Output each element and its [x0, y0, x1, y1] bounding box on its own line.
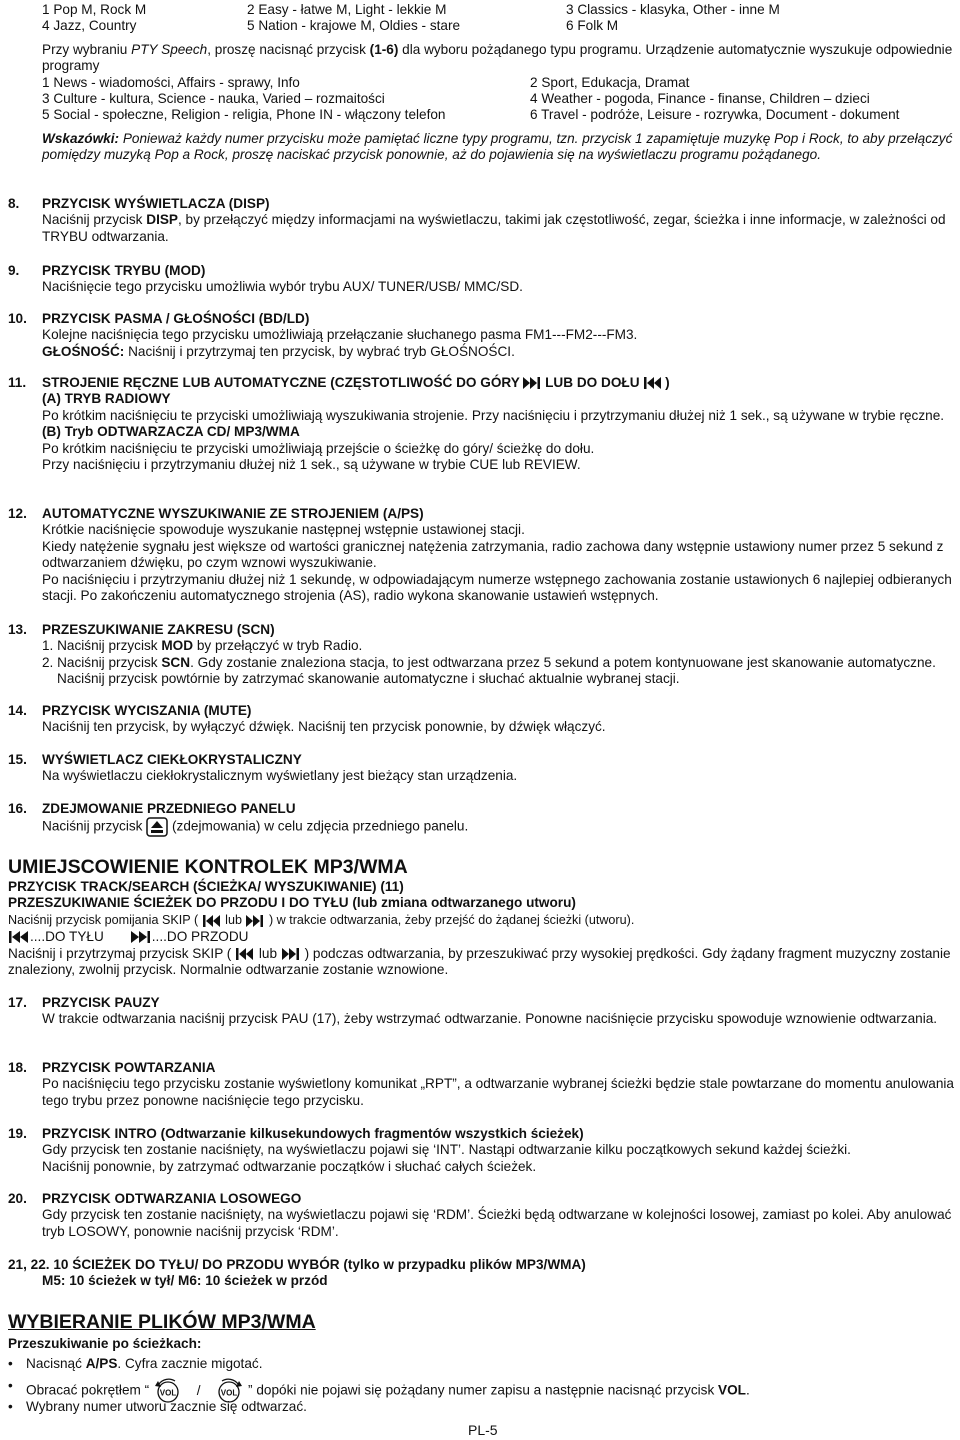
skip-back-icon — [8, 931, 30, 943]
section-8 — [42, 196, 956, 245]
section-title: WYŚWIETLACZ CIEKŁOKRYSTALICZNY — [42, 752, 302, 767]
section-18 — [42, 1060, 956, 1109]
section-number: 19. — [8, 1126, 27, 1141]
hint-paragraph: Wskazówki: Ponieważ każdy numer przycisku może pamiętać liczne typy programu, tzn. przycisk 1 zapamiętuje muzykę Pop i Rock, to aby przełączyć pomiędzy muzyką Pop a Rock, proszę naciskać przycisk ponownie, aż do pojawienia się na wyświetlaczu programu pożądanego. — [42, 131, 953, 163]
skip-line-1: Naciśnij przycisk pomijania SKIP ( lub ) w trakcie odtwarzania, żeby przejść do żądanej ścieżki (utworu). — [8, 913, 635, 927]
section-number: 20. — [8, 1191, 27, 1206]
section-title: PRZYCISK POWTARZANIA — [42, 1060, 216, 1075]
page-number: PL-5 — [468, 1422, 498, 1438]
pty-cell: 6 Travel - podróże, Leisure - rozrywka, Document - dokument — [530, 107, 900, 122]
eject-panel-icon — [146, 817, 168, 837]
pty-cell: 5 Nation - krajowe M, Oldies - stare — [247, 18, 461, 33]
bullet-item-3: Wybrany numer utworu zacznie się odtwarzać. — [26, 1399, 307, 1414]
section-17 — [42, 995, 956, 1028]
bullet: • — [8, 1378, 13, 1393]
section-10 — [42, 311, 956, 360]
list-item: 2. Naciśnij przycisk SCN. Gdy zostanie znaleziona stacja, to jest odtwarzana przez 5 sekund a potem kontynuowane jest skanowanie automatyczne. Naciśnij przycisk powtórnie by zatrzymać skanowanie automatyczne i słuchać aktualnie wybranej stacji. — [42, 654, 936, 687]
section-title: PRZYCISK INTRO (Odtwarzanie kilkusekundowych fragmentów wszystkich ścieżek) — [42, 1126, 584, 1141]
section-number: 10. — [8, 311, 27, 326]
section-20 — [42, 1191, 956, 1240]
svg-text:VOL: VOL — [221, 1388, 238, 1398]
section-text: Na wyświetlaczu ciekłokrystalicznym wyświetlany jest bieżący stan urządzenia. — [42, 768, 518, 784]
pty-cell: 4 Jazz, Country — [42, 18, 137, 33]
skip-forward-icon — [281, 948, 301, 960]
pty-cell: 3 Classics - klasyka, Other - inne M — [566, 2, 780, 17]
skip-back-icon — [235, 948, 255, 960]
svg-text:VOL: VOL — [159, 1388, 177, 1398]
section-title: ZDEJMOWANIE PRZEDNIEGO PANELU — [42, 801, 296, 816]
skip-line-2: Naciśnij i przytrzymaj przycisk SKIP ( lub ) podczas odtwarzania, by przeszukiwać przy wysokiej prędkości. Gdy żądany fragment muzyczny zostanie znaleziony, zwolnij przycisk. Normalnie odtwarzanie zostanie wznowione. — [8, 946, 951, 978]
section-title: PRZYCISK WYŚWIETLACZA (DISP) — [42, 196, 270, 211]
bullet-item-2: Obracać pokrętłem “ VOL / VOL ” dopóki nie pojawi się pożądany numer zapisu a następnie nacisnąć przycisk VOL. — [26, 1378, 750, 1404]
section-text: Po naciśnięciu tego przycisku zostanie wyświetlony komunikat „RPT”, a odtwarzanie wybranej ścieżki będzie stale powtarzane do momentu anulowania tego trybu przez ponowne naciśnięcie tego przycisku. — [42, 1076, 954, 1108]
section-9 — [42, 263, 956, 296]
section-text: W trakcie odtwarzania naciśnij przycisk PAU (17), żeby wstrzymać odtwarzanie. Ponowne naciśnięcie przycisku spowoduje wznowienie odtwarzania. — [42, 1011, 938, 1027]
section-number: 13. — [8, 622, 27, 637]
section-text: Naciśnięcie tego przycisku umożliwia wybór trybu AUX/ TUNER/USB/ MMC/SD. — [42, 279, 523, 295]
section-text: Naciśnij ten przycisk, by wyłączyć dźwięk. Naciśnij ten przycisk ponownie, by dźwięk włączyć. — [42, 719, 606, 735]
section-text: Naciśnij przycisk (zdejmowania) w celu zdjęcia przedniego panelu. — [42, 817, 956, 837]
section-text: Po krótkim naciśnięciu te przyciski umożliwiają przejście o ścieżkę do góry/ ścieżkę do dołu. — [42, 440, 595, 456]
track-subtitle: PRZESZUKIWANIE ŚCIEŻEK DO PRZODU I DO TYŁU (lub zmiana odtwarzanego utworu) — [8, 895, 576, 910]
section-text: Krótkie naciśnięcie spowoduje wyszukanie następnej wstępnie ustawionej stacji. — [42, 522, 525, 538]
pty-cell: 2 Sport, Edukacja, Dramat — [530, 75, 690, 90]
section-13 — [42, 622, 956, 688]
pty-cell: 1 News - wiadomości, Affairs - sprawy, Info — [42, 75, 300, 90]
section-11 — [42, 375, 956, 473]
pty-cell: 5 Social - społeczne, Religion - religia, Phone IN - włączony telefon — [42, 107, 446, 122]
section-number: 15. — [8, 752, 27, 767]
section-21-22-sub: M5: 10 ścieżek w tył/ M6: 10 ścieżek w przód — [42, 1273, 328, 1288]
section-text: Przy naciśnięciu i przytrzymaniu dłużej niż 1 sek., są używane w trybie CUE lub REVIEW. — [42, 457, 581, 473]
pty-cell: 4 Weather - pogoda, Finance - finanse, Children – dzieci — [530, 91, 870, 106]
skip-forward-icon — [523, 377, 541, 389]
skip-forward-icon — [245, 915, 265, 927]
skip-legend: ....DO TYŁU ....DO PRZODU — [8, 929, 248, 945]
subsection-title: (A) TRYB RADIOWY — [42, 391, 171, 407]
pty-cell: 3 Culture - kultura, Science - nauka, Varied – rozmaitości — [42, 91, 385, 106]
subsection-title: (B) Tryb ODTWARZACZA CD/ MP3/WMA — [42, 424, 300, 440]
section-number: 9. — [8, 263, 20, 278]
section-text: GŁOŚNOŚĆ: Naciśnij i przytrzymaj ten przycisk, by wybrać tryb GŁOŚNOŚCI. — [42, 343, 515, 359]
section-title: PRZYCISK PAUZY — [42, 995, 160, 1010]
pty-cell: 6 Folk M — [566, 18, 619, 33]
pty-speech-intro: Przy wybraniu PTY Speech, proszę nacisnąć przycisk (1-6) dla wyboru pożądanego typu programu. Urządzenie automatycznie wyszukuje odpowiednie programy — [42, 42, 953, 74]
bullet: • — [8, 1399, 13, 1414]
section-text: Po krótkim naciśnięciu te przyciski umożliwiają wyszukiwania strojenie. Przy naciśnięciu i przytrzymaniu dłużej niż 1 sek., są używane w trybie ręczne. — [42, 407, 945, 423]
heading-mp3-controls: UMIEJSCOWIENIE KONTROLEK MP3/WMA — [8, 856, 408, 878]
track-title: PRZYCISK TRACK/SEARCH (ŚCIEŻKA/ WYSZUKIWANIE) (11) — [8, 879, 404, 894]
section-title: PRZYCISK ODTWARZANIA LOSOWEGO — [42, 1191, 302, 1206]
skip-back-icon — [643, 377, 661, 389]
section-number: 14. — [8, 703, 27, 718]
section-number: 16. — [8, 801, 27, 816]
section-text: Naciśnij ponownie, by zatrzymać odtwarzanie początków i słuchać całych ścieżek. — [42, 1158, 537, 1174]
section-number: 11. — [8, 375, 27, 390]
section-text: Gdy przycisk ten zostanie naciśnięty, na wyświetlaczu pojawi się ‘RDM’. Ścieżki będą odtwarzane w kolejności losowej, zamiast po kolei. Aby anulować tryb LOSOWY, ponownie naciśnij przycisk ‘RDM’. — [42, 1207, 952, 1239]
bullet: • — [8, 1356, 13, 1371]
section-number: 17. — [8, 995, 27, 1010]
section-number: 18. — [8, 1060, 27, 1075]
skip-back-icon — [202, 915, 222, 927]
list-item: 1. Naciśnij przycisk MOD by przełączyć w tryb Radio. — [42, 638, 363, 654]
section-title: PRZESZUKIWANIE ZAKRESU (SCN) — [42, 622, 275, 637]
section-title: AUTOMATYCZNE WYSZUKIWANIE ZE STROJENIEM (A/PS) — [42, 506, 424, 521]
pty-cell: 1 Pop M, Rock M — [42, 2, 147, 17]
section-title: PRZYCISK TRYBU (MOD) — [42, 263, 206, 278]
section-text: Kolejne naciśnięcia tego przycisku umożliwiają przełączanie słuchanego pasma FM1---FM2---FM3. — [42, 327, 638, 343]
search-label: Przeszukiwanie po ścieżkach: — [8, 1336, 202, 1351]
section-text: Naciśnij przycisk DISP, by przełączyć między informacjami na wyświetlaczu, takimi jak częstotliwość, zegar, ścieżka i inne informacje, w zależności od TRYBU odtwarzania. — [42, 212, 946, 244]
section-title: PRZYCISK WYCISZANIA (MUTE) — [42, 703, 252, 718]
section-text: Kiedy natężenie sygnału jest większe od wartości granicznej natężenia zatrzymania, radio zachowa dany wstępnie ustawiony numer przez 5 sekund z odtwarzaniem dźwięku, po czym wznowi wyszukiwanie. — [42, 538, 944, 571]
section-number: 12. — [8, 506, 27, 521]
section-15 — [42, 752, 956, 785]
heading-select-files: WYBIERANIE PLIKÓW MP3/WMA — [8, 1311, 316, 1333]
section-title: PRZYCISK PASMA / GŁOŚNOŚCI (BD/LD) — [42, 311, 310, 326]
section-text: Gdy przycisk ten zostanie naciśnięty, na wyświetlaczu pojawi się ‘INT’. Nastąpi odtwarzanie kilku początkowych sekund każdej ścieżki. — [42, 1142, 851, 1158]
section-12 — [42, 506, 956, 604]
section-21-22-title: 21, 22. 10 ŚCIEŻEK DO TYŁU/ DO PRZODU WYBÓR (tylko w przypadku plików MP3/WMA) — [8, 1257, 586, 1272]
section-number: 8. — [8, 196, 20, 211]
section-title: STROJENIE RĘCZNE LUB AUTOMATYCZNE (CZĘSTOTLIWOŚĆ DO GÓRY LUB DO DOŁU ) — [42, 375, 670, 390]
section-19 — [42, 1126, 956, 1175]
section-text: Po naciśnięciu i przytrzymaniu dłużej niż 1 sekundę, w odpowiadającym numerze wstępnego zachowania zostanie ustawionych 6 najlepiej odbieranych stacji. Po zakończeniu automatycznego strojenia (AS), radio wykona skanowanie ustawień wstępnych. — [42, 571, 952, 604]
bullet-item-1: Nacisnąć A/PS. Cyfra zacznie migotać. — [26, 1356, 263, 1371]
section-14 — [42, 703, 956, 736]
section-16 — [42, 801, 956, 837]
pty-cell: 2 Easy - łatwe M, Light - lekkie M — [247, 2, 447, 17]
skip-forward-icon — [130, 931, 152, 943]
